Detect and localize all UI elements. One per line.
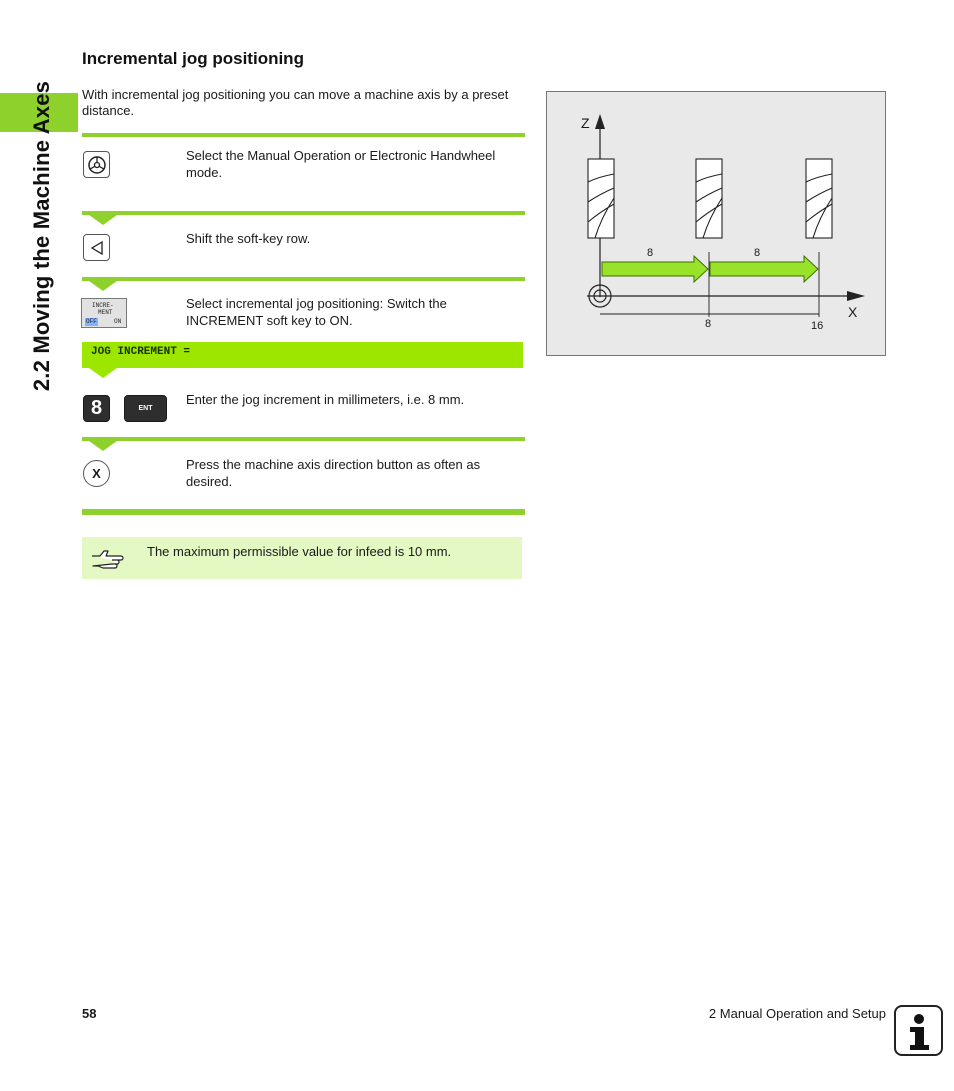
milling-tool-2 <box>696 159 722 238</box>
dialog-prompt: JOG INCREMENT = <box>91 346 191 358</box>
dimension-label-8: 8 <box>705 318 712 330</box>
dimension-label-16: 16 <box>811 320 824 332</box>
page-heading: Incremental jog positioning <box>82 49 304 68</box>
step-5-text: Press the machine axis direction button as often as desired. <box>186 457 481 489</box>
pointing-hand-icon <box>90 547 126 571</box>
info-glyph <box>896 1007 941 1054</box>
milling-tool-1 <box>588 159 614 238</box>
step-divider <box>82 277 525 281</box>
step-4-text: Enter the jog increment in millimeters, i.e. 8 mm. <box>186 392 465 407</box>
shift-softkey-row-key[interactable] <box>83 234 110 261</box>
digit-8-key[interactable]: 8 <box>83 395 110 422</box>
arrow-label-2: 8 <box>754 247 761 259</box>
step-divider <box>82 211 525 215</box>
sidebar-section-title: 2.2 Moving the Machine Axes <box>29 80 54 392</box>
step-2-text: Shift the soft-key row. <box>186 231 311 246</box>
step-notch <box>89 441 117 451</box>
handwheel-mode-key[interactable] <box>83 151 110 178</box>
increment-arrow-1 <box>602 256 708 282</box>
left-triangle-icon <box>90 241 104 255</box>
step-divider <box>82 133 525 137</box>
step-3-text: Select incremental jog positioning: Switch the INCREMENT soft key to ON. <box>186 296 447 328</box>
softkey-on-label: ON <box>114 318 122 325</box>
softkey-off-label: OFF <box>86 318 97 325</box>
increment-arrow-2 <box>710 256 818 282</box>
intro-text: With incremental jog positioning you can move a machine axis by a preset distance. <box>82 87 509 118</box>
softkey-line2: MENT <box>98 309 113 316</box>
step-notch <box>89 281 117 291</box>
step-1-text: Select the Manual Operation or Electronic Handwheel mode. <box>186 148 496 180</box>
chapter-title: 2 Manual Operation and Setup <box>708 1006 886 1021</box>
page-number: 58 <box>82 1006 97 1021</box>
step-divider <box>82 437 525 441</box>
arrow-label-1: 8 <box>647 247 654 259</box>
handwheel-mode-icon <box>87 155 107 175</box>
axis-x-key[interactable]: X <box>83 460 110 487</box>
jog-increment-figure <box>546 91 886 356</box>
figure-drawing <box>547 92 885 355</box>
step-notch <box>89 215 117 225</box>
milling-tool-3 <box>806 159 832 238</box>
increment-softkey[interactable] <box>81 298 127 328</box>
softkey-line1: INCRE- <box>92 302 114 309</box>
steps-end-divider <box>82 509 525 515</box>
ent-key[interactable]: ENT <box>124 395 167 422</box>
axis-x-label: X <box>848 304 858 320</box>
note-text: The maximum permissible value for infeed is 10 mm. <box>147 544 452 559</box>
axis-z-label: Z <box>581 115 590 131</box>
step-notch <box>89 368 117 378</box>
info-icon <box>894 1005 943 1056</box>
